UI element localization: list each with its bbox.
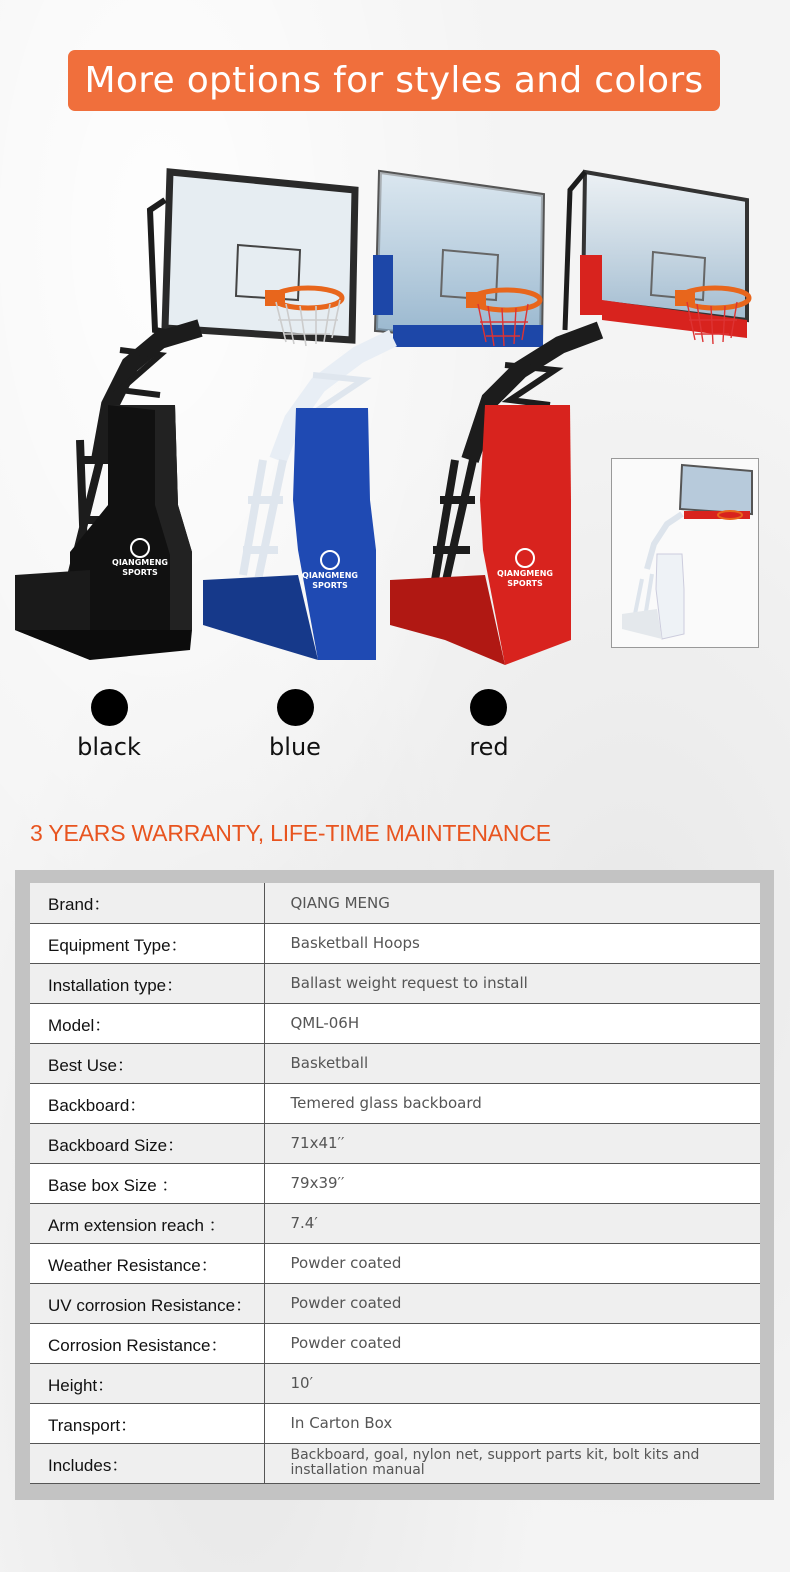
- spec-key: Equipment Type：: [30, 923, 264, 963]
- spec-key: Height：: [30, 1363, 264, 1403]
- spec-value: Powder coated: [264, 1323, 760, 1363]
- spec-key: Corrosion Resistance：: [30, 1323, 264, 1363]
- spec-value: QML-06H: [264, 1003, 760, 1043]
- swatch-label-red: red: [469, 733, 509, 761]
- spec-value: Ballast weight request to install: [264, 963, 760, 1003]
- table-row: [30, 1083, 760, 1123]
- table-row: [30, 883, 760, 923]
- table-row: [30, 1363, 760, 1403]
- table-row: [30, 1323, 760, 1363]
- table-row: [30, 1043, 760, 1083]
- spec-table: [30, 883, 760, 1484]
- spec-value: Basketball Hoops: [264, 923, 760, 963]
- svg-text:SPORTS: SPORTS: [507, 579, 543, 588]
- spec-value: 79x39′′: [264, 1163, 760, 1203]
- table-row: [30, 923, 760, 963]
- spec-value: 71x41′′: [264, 1123, 760, 1163]
- table-row: [30, 1243, 760, 1283]
- table-row: [30, 1403, 760, 1443]
- svg-text:QIANGMENG: QIANGMENG: [112, 558, 168, 567]
- spec-key: Backboard：: [30, 1083, 264, 1123]
- svg-text:SPORTS: SPORTS: [312, 581, 348, 590]
- spec-key: Includes：: [30, 1443, 264, 1483]
- swatch-blue[interactable]: [277, 689, 314, 726]
- options-banner: [68, 50, 720, 111]
- table-row: [30, 963, 760, 1003]
- spec-value: QIANG MENG: [264, 883, 760, 923]
- spec-key: Model：: [30, 1003, 264, 1043]
- spec-value: In Carton Box: [264, 1403, 760, 1443]
- warranty-heading: 3 YEARS WARRANTY, LIFE-TIME MAINTENANCE: [30, 820, 551, 846]
- spec-value: 7.4′: [264, 1203, 760, 1243]
- spec-value: Backboard, goal, nylon net, support parts kit, bolt kits and installation manual: [264, 1443, 760, 1483]
- spec-key: Transport：: [30, 1403, 264, 1443]
- spec-key: Weather Resistance：: [30, 1243, 264, 1283]
- spec-key: UV corrosion Resistance：: [30, 1283, 264, 1323]
- swatch-label-black: black: [77, 733, 141, 761]
- spec-value: 10′: [264, 1363, 760, 1403]
- spec-key: Base box Size ：: [30, 1163, 264, 1203]
- table-row: [30, 1163, 760, 1203]
- spec-key: Installation type：: [30, 963, 264, 1003]
- table-row: [30, 1123, 760, 1163]
- swatch-black[interactable]: [91, 689, 128, 726]
- spec-key: Arm extension reach ：: [30, 1203, 264, 1243]
- spec-value: Basketball: [264, 1043, 760, 1083]
- spec-key: Best Use：: [30, 1043, 264, 1083]
- table-row: [30, 1283, 760, 1323]
- svg-text:QIANGMENG: QIANGMENG: [302, 571, 358, 580]
- svg-text:SPORTS: SPORTS: [122, 568, 158, 577]
- swatch-label-blue: blue: [269, 733, 321, 761]
- table-row: [30, 1003, 760, 1043]
- spec-value: Temered glass backboard: [264, 1083, 760, 1123]
- spec-value: Powder coated: [264, 1283, 760, 1323]
- spec-key: Backboard Size：: [30, 1123, 264, 1163]
- white-hoop-thumbnail[interactable]: [611, 458, 759, 648]
- swatch-red[interactable]: [470, 689, 507, 726]
- svg-text:QIANGMENG: QIANGMENG: [497, 569, 553, 578]
- banner-title: More options for styles and colors: [84, 60, 704, 101]
- table-row: [30, 1203, 760, 1243]
- spec-key: Brand：: [30, 883, 264, 923]
- table-row: [30, 1443, 760, 1483]
- spec-value: Powder coated: [264, 1243, 760, 1283]
